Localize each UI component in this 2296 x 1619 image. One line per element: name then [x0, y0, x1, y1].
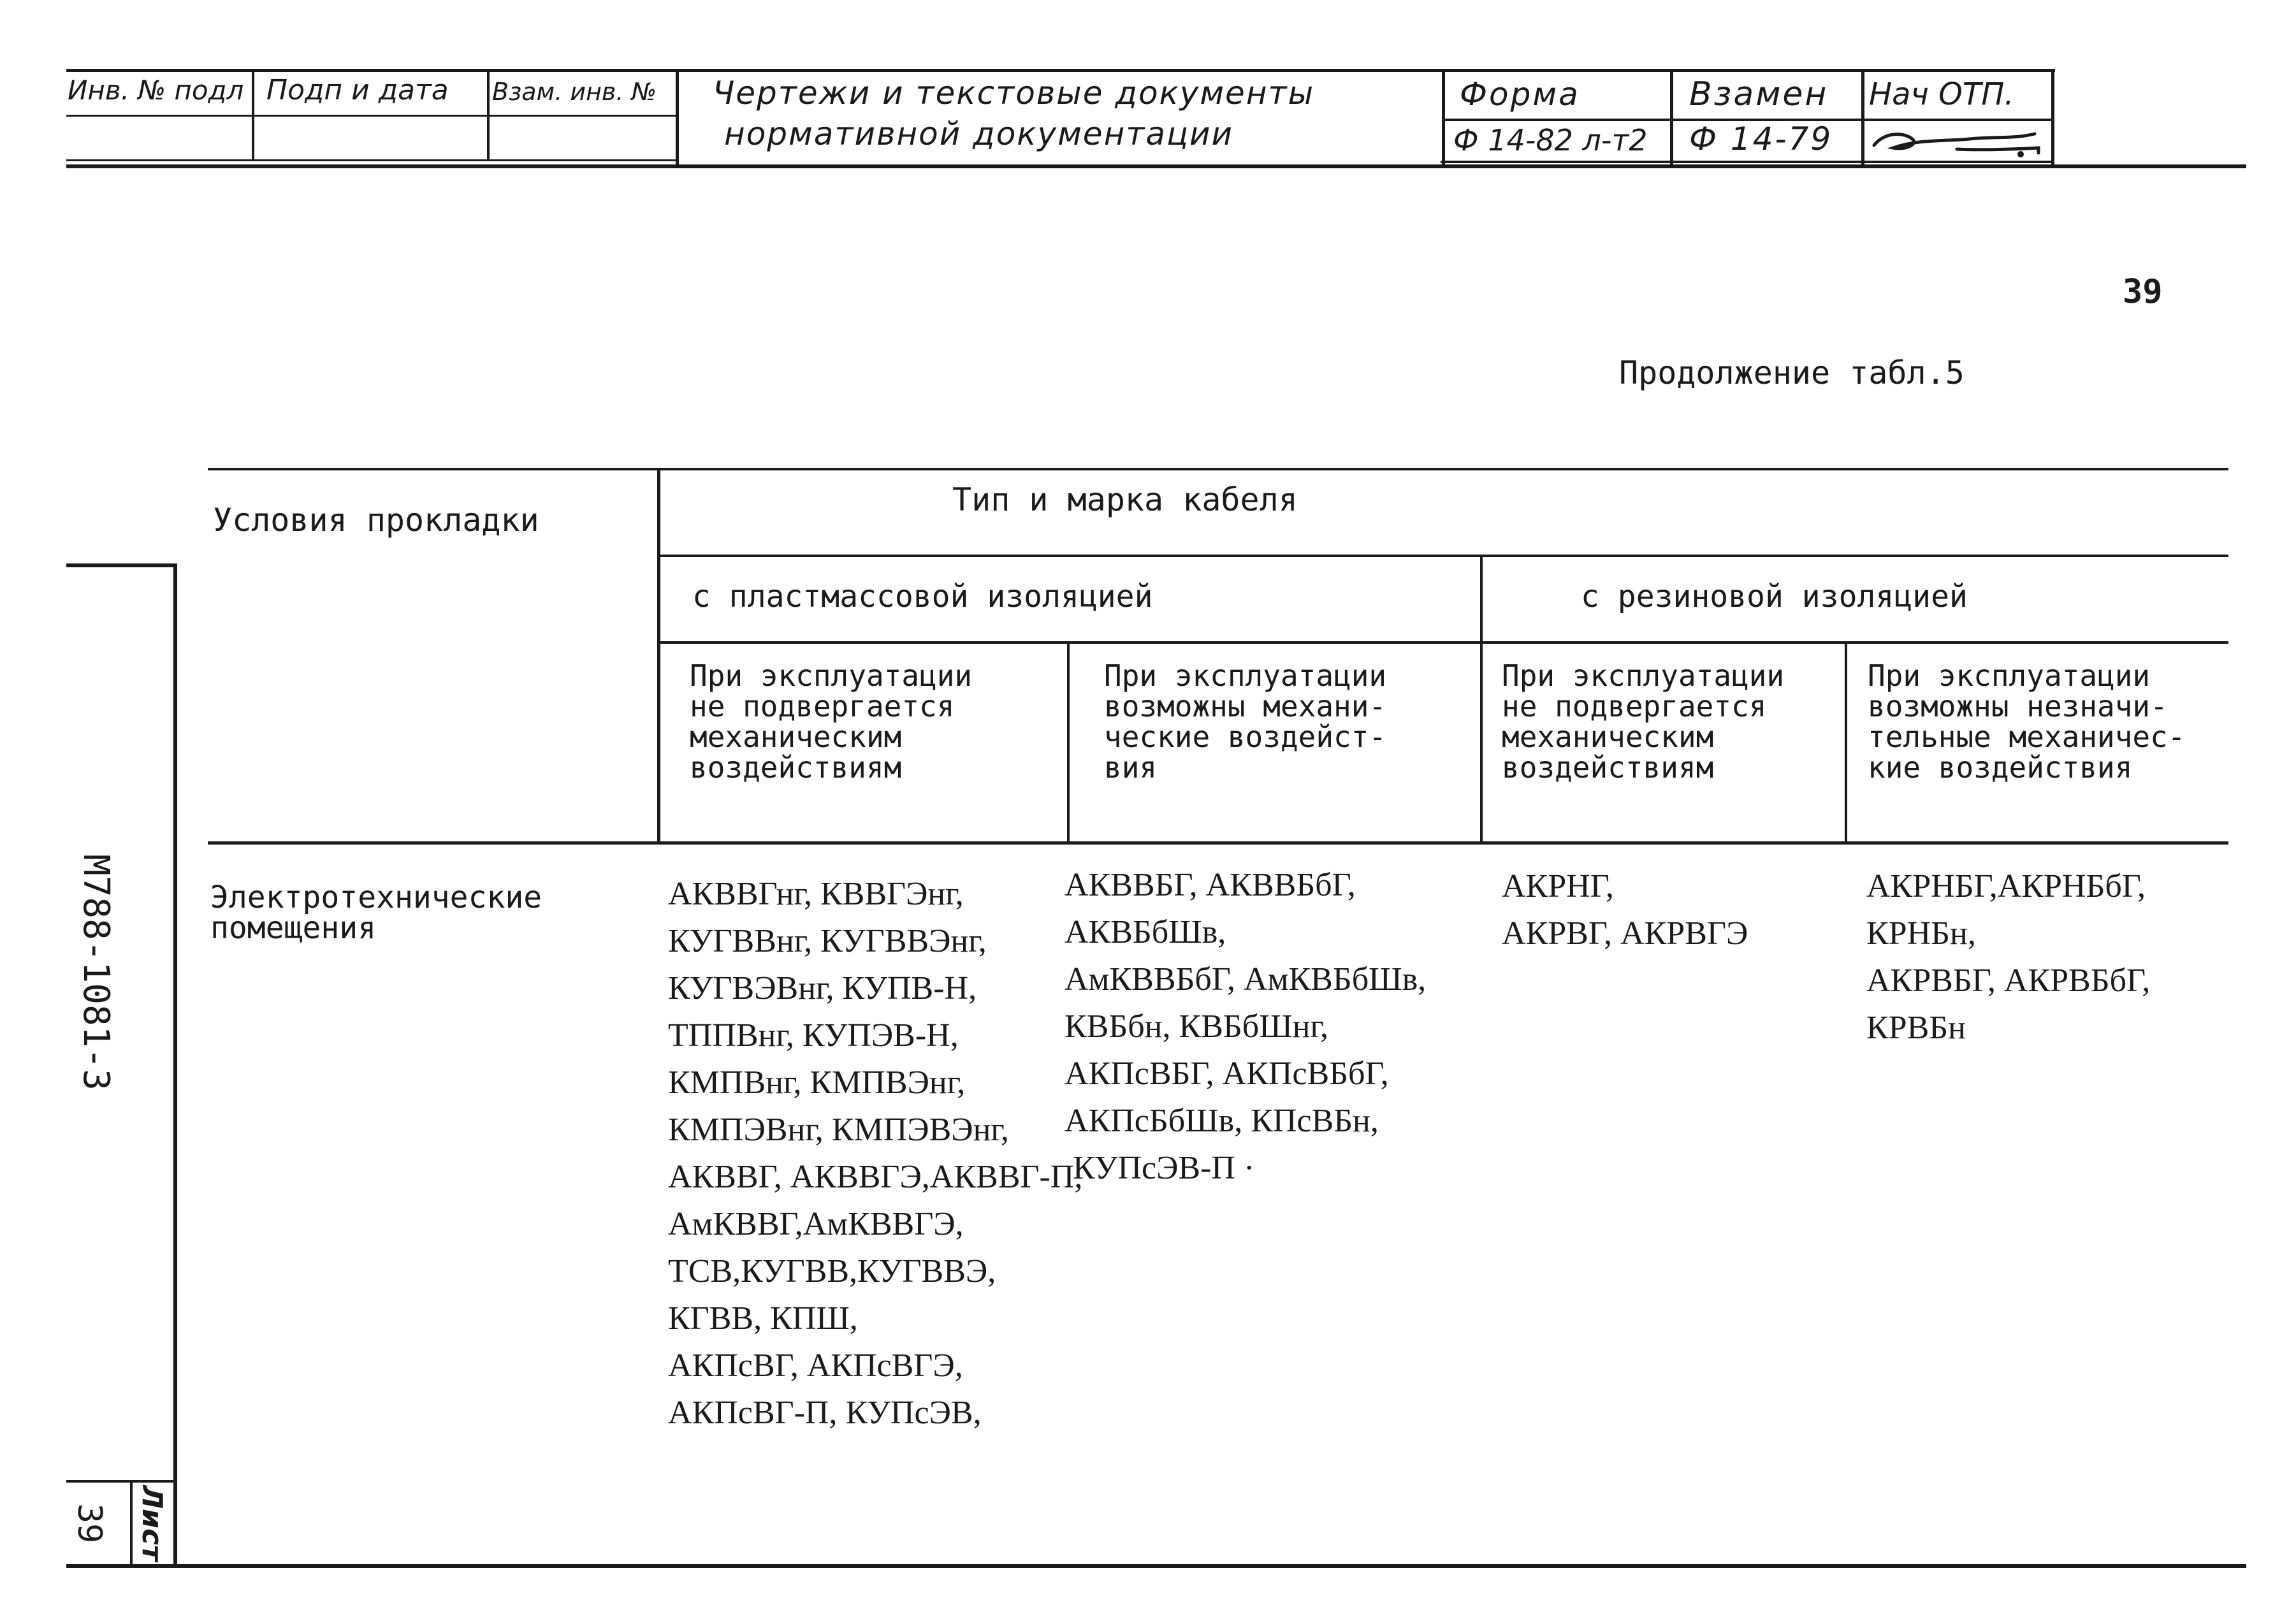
bottom-rule [66, 1564, 2246, 1568]
cable-list-rubber-no-mech: АКРНГ, АКРВГ, АКРВГЭ [1502, 868, 1748, 952]
subheader-plastic-no-mech: При эксплуатации не подвергается механическим воздействиям [690, 658, 973, 785]
stamp-vzamen-value: Ф 14-79 [1689, 120, 1833, 157]
page-number: 39 [2123, 273, 2163, 311]
sheet-number: 39 [70, 1503, 108, 1544]
doc-code: М788-1081-3 [75, 854, 117, 1091]
header-conditions: Условия прокладки [213, 502, 539, 539]
cable-list-rubber-minor-mech: АКРНБГ,АКРНБбГ, КРНБн, АКРВБГ, АКРВБбГ, КРВБн [1866, 868, 2151, 1046]
stamp-title-line2: нормативной документации [724, 115, 1234, 152]
stamp-forma-label: Форма [1460, 76, 1580, 113]
subheader-rubber-minor-mech: При эксплуатации возможны незначи- тельные механичес- кие воздействия [1868, 658, 2186, 785]
signature-icon [1868, 120, 2050, 162]
header-rubber-insulation: с резиновой изоляцией [1581, 579, 1968, 614]
subheader-rubber-no-mech: При эксплуатации не подвергается механическим воздействиям [1502, 658, 1785, 785]
sheet-label: Лист [136, 1485, 168, 1562]
stamp-nach-label: Нач ОТП. [1869, 76, 2014, 112]
cable-list-plastic-mech: АКВВБГ, АКВВБбГ, АКВБбШв, АмКВВБбГ, АмКВБбШв, КВБбн, КВБбШнг, АКПсВБГ, АКПсВБбГ, АКПсБбШв, КПсВБн, КУПсЭВ-П · [1064, 867, 1427, 1186]
stamp-vzam-inv: Взам. инв. № [492, 78, 657, 106]
subheader-plastic-mech: При эксплуатации возможны механи- ческие воздейст- вия [1104, 658, 1387, 785]
stamp-inv-podl: Инв. № подл [68, 75, 244, 106]
header-plastic-insulation: с пластмассовой изоляцией [692, 579, 1153, 614]
stamp-podp-data: Подп и дата [266, 74, 449, 106]
continuation-caption: Продолжение табл.5 [1619, 354, 1965, 391]
cable-list-plastic-no-mech: АКВВГнг, КВВГЭнг, КУГВВнг, КУГВВЭнг, КУГВЭВнг, КУПВ-Н, ТППВнг, КУПЭВ-Н, КМПВнг, КМПВЭнг, КМПЭВнг, КМПЭВЭнг, АКВВГ, АКВВГЭ,АКВВГ-П, АмКВВГ,АмКВВГЭ, ТСВ,КУГВВ,КУГВВЭ, КГВВ, КПШ, АКПсВГ, АКПсВГЭ, АКПсВГ-П, КУПсЭВ, [668, 876, 1083, 1431]
row-condition-electrical-rooms: Электротехнические помещения [210, 880, 542, 946]
stamp-forma-value: Ф 14-82 л-т2 [1453, 123, 1648, 157]
stamp-title-line1: Чертежи и текстовые документы [713, 75, 1315, 112]
stamp-vzamen-label: Взамен [1689, 75, 1829, 113]
header-cable-type: Тип и марка кабеля [952, 481, 1298, 518]
